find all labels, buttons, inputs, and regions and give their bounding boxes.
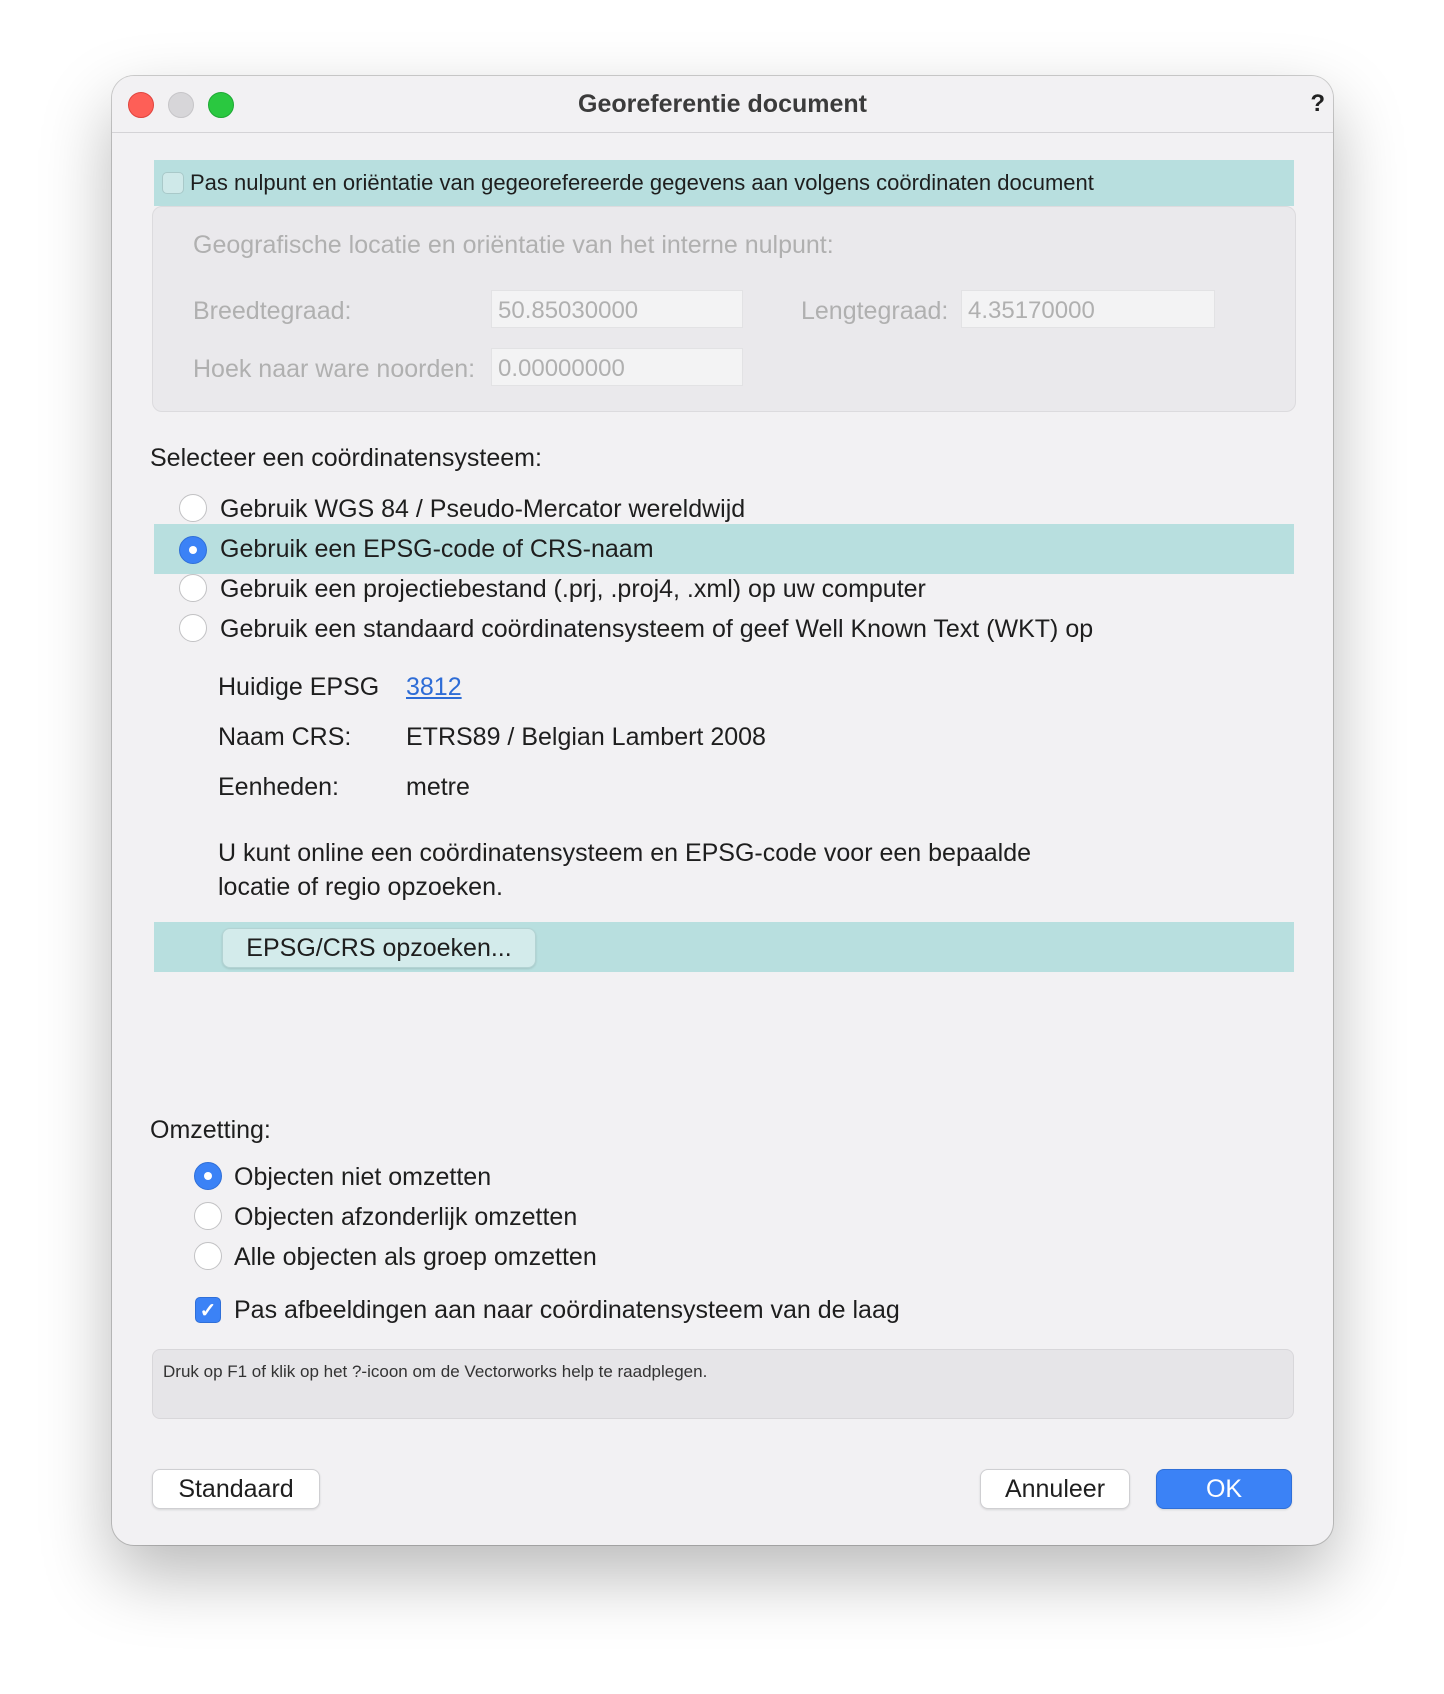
radio-convert-as-group-label[interactable]: Alle objecten als groep omzetten (234, 1243, 597, 1271)
current-epsg-link[interactable]: 3812 (406, 673, 462, 701)
epsg-lookup-button[interactable]: EPSG/CRS opzoeken... (222, 928, 536, 968)
radio-no-conversion-label[interactable]: Objecten niet omzetten (234, 1163, 492, 1191)
units-label: Eenheden: (218, 773, 339, 801)
units-value: metre (406, 773, 470, 801)
title-bar (112, 76, 1333, 133)
radio-wgs84[interactable] (179, 494, 207, 522)
longitude-label: Lengtegraad: (801, 297, 949, 325)
longitude-field[interactable]: 4.35170000 (961, 290, 1215, 328)
radio-projection-file-label[interactable]: Gebruik een projectiebestand (.prj, .proj4, .xml) op uw computer (220, 575, 926, 603)
crs-info-line-2: locatie of regio opzoeken. (218, 873, 503, 901)
latitude-field[interactable]: 50.85030000 (491, 290, 743, 328)
radio-projection-file[interactable] (179, 574, 207, 602)
crs-name-label: Naam CRS: (218, 723, 352, 751)
radio-wgs84-label[interactable]: Gebruik WGS 84 / Pseudo-Mercator wereldwijd (220, 495, 746, 523)
angle-field[interactable]: 0.00000000 (491, 348, 743, 386)
radio-convert-as-group[interactable] (194, 1242, 222, 1270)
default-button[interactable]: Standaard (152, 1469, 320, 1509)
current-epsg-label: Huidige EPSG (218, 673, 380, 701)
conversion-heading: Omzetting: (150, 1116, 271, 1144)
angle-label: Hoek naar ware noorden: (193, 355, 476, 383)
radio-standard-wkt-label[interactable]: Gebruik een standaard coördinatensysteem of geef Well Known Text (WKT) op (220, 615, 1094, 643)
latitude-label: Breedtegraad: (193, 297, 352, 325)
adjust-images-label[interactable]: Pas afbeeldingen aan naar coördinatensysteem van de laag (234, 1296, 900, 1324)
radio-epsg[interactable] (179, 536, 207, 564)
crs-name-value: ETRS89 / Belgian Lambert 2008 (406, 723, 766, 751)
cancel-button[interactable]: Annuleer (980, 1469, 1130, 1509)
radio-epsg-label[interactable]: Gebruik een EPSG-code of CRS-naam (220, 535, 654, 563)
radio-convert-individually[interactable] (194, 1202, 222, 1230)
adjust-origin-row[interactable] (154, 160, 1294, 206)
adjust-origin-checkbox[interactable] (162, 172, 184, 194)
help-icon[interactable]: ? (1310, 90, 1325, 117)
adjust-origin-label: Pas nulpunt en oriëntatie van gegeorefereerde gegevens aan volgens coördinaten document (190, 170, 1094, 195)
radio-standard-wkt[interactable] (179, 614, 207, 642)
epsg-option-row[interactable] (154, 524, 1294, 574)
crs-info-line-1: U kunt online een coördinatensysteem en EPSG-code voor een bepaalde (218, 839, 1032, 867)
adjust-images-checkbox[interactable]: ✓ (195, 1297, 221, 1323)
lookup-button-row (154, 922, 1294, 972)
georeference-dialog (112, 76, 1333, 1545)
radio-convert-individually-label[interactable]: Objecten afzonderlijk omzetten (234, 1203, 578, 1231)
window-title: Georeferentie document (578, 90, 867, 118)
geo-location-heading: Geografische locatie en oriëntatie van het interne nulpunt: (193, 231, 834, 259)
crs-heading: Selecteer een coördinatensysteem: (150, 444, 542, 472)
geo-location-group (152, 206, 1296, 412)
radio-no-conversion[interactable] (194, 1162, 222, 1190)
ok-button[interactable]: OK (1156, 1469, 1292, 1509)
help-text-box: Druk op F1 of klik op het ?-icoon om de Vectorworks help te raadplegen. (152, 1349, 1294, 1419)
